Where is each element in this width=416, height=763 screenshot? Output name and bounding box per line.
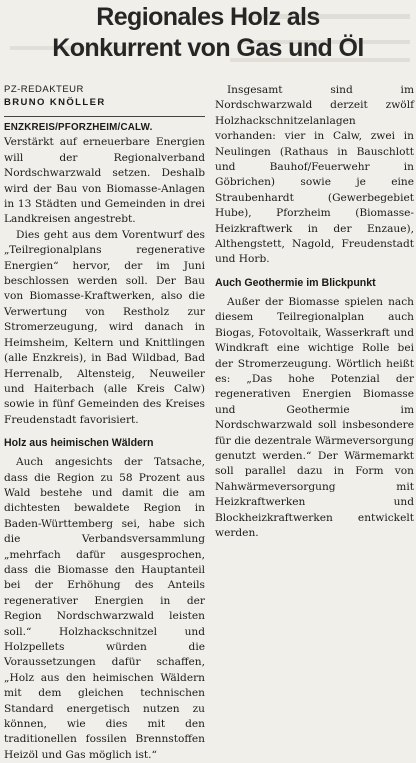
byline-role: PZ-REDAKTEUR <box>4 84 84 95</box>
column-right <box>215 83 414 541</box>
byline-separator <box>4 116 205 117</box>
paragraph-2: Dies geht aus dem Vorentwurf des „Teilregionalplans regenerative Energien“ hervor, der im Juni beschlossen werden soll. Der Bau von Biomasse-Kraftwerken, also die Verwertung von Restholz zur Stromerzeugung, wird danach in Heimsheim, Keltern und Knittlingen (alle Enzkreis), in Bad Wildbad, Bad Herrenalb, Altensteig, Neuweiler und Haiterbach (alle Kreis Calw) sowie in fünf Gemeinden des Kreises Freudenstadt favorisiert. <box>4 228 205 426</box>
lead-text: Verstärkt auf erneuerbare Energien will der Regionalverband Nordschwarzwald setzen. Deshalb wird der Bau von Biomasse-Anlagen in 13 Städten und Gemeinden in drei Landkreisen angestrebt. <box>4 136 205 226</box>
column-left <box>4 82 205 761</box>
headline <box>4 2 412 64</box>
subhead-heimische-waelder: Holz aus heimischen Wäldern <box>4 437 154 450</box>
subhead-geothermie: Auch Geothermie im Blickpunkt <box>215 276 376 289</box>
byline-name: BRUNO KNÖLLER <box>4 97 106 108</box>
headline-line-2: Konkurrent von Gas und Öl <box>52 34 364 62</box>
lead-paragraph <box>4 120 205 228</box>
headline-line-1: Regionales Holz als <box>96 3 320 31</box>
paragraph-3: Auch angesichts der Tatsache, dass die Region zu 58 Prozent aus Wald bestehe und damit die am dichtesten bewaldete Region in Baden-Württemberg sei, habe sich die Verbandsversammlung „mehrfach dafür ausgesprochen, dass die Biomasse den Hauptanteil bei der Erhöhung des Anteils regenerativer Energien in der Region Nordschwarzwald leisten soll.“ Holzhackschnitzel und Holzpellets würden die Voraussetzungen dafür schaffen, „Holz aus den heimischen Wäldern mit dem gleichen technischen Standard energetisch nutzen zu können, wie dies mit den traditionellen fossilen Brennstoffen Heizöl und Gas möglich ist.“ <box>4 456 205 761</box>
paragraph-4: Insgesamt sind im Nordschwarzwald derzeit zwölf Holzhackschnitzelanlagen vorhanden: vier in Calw, zwei in Neulingen (Rathaus in Bauschlott und Bauhof/Feuerwehr in Göbrichen) sowie je eine Straubenhardt (Gewerbegebiet Hube), Pforzheim (Biomasse-Heizkraftwerk in der Enzaue), Althengstett, Nagold, Freudenstadt und Horb. <box>215 84 414 266</box>
dateline: ENZKREIS/PFORZHEIM/CALW. <box>4 122 153 133</box>
paragraph-5: Außer der Biomasse spielen nach diesem Teilregionalplan auch Biogas, Fotovoltaik, Wasserkraft und Windkraft eine wichtige Rolle bei der Stromerzeugung. Wörtlich heißt es: „Das hohe Potenzial der regenerativen Energien Biomasse und Geothermie im Nordschwarzwald soll insbesondere für die dezentrale Wärmeversorgung genutzt werden.“ Der Wärmemarkt soll parallel dazu in Form von Nahwärmeversorgung mit Heizkraftwerken und Blockheizkraftwerken entwickelt werden. <box>215 295 414 539</box>
